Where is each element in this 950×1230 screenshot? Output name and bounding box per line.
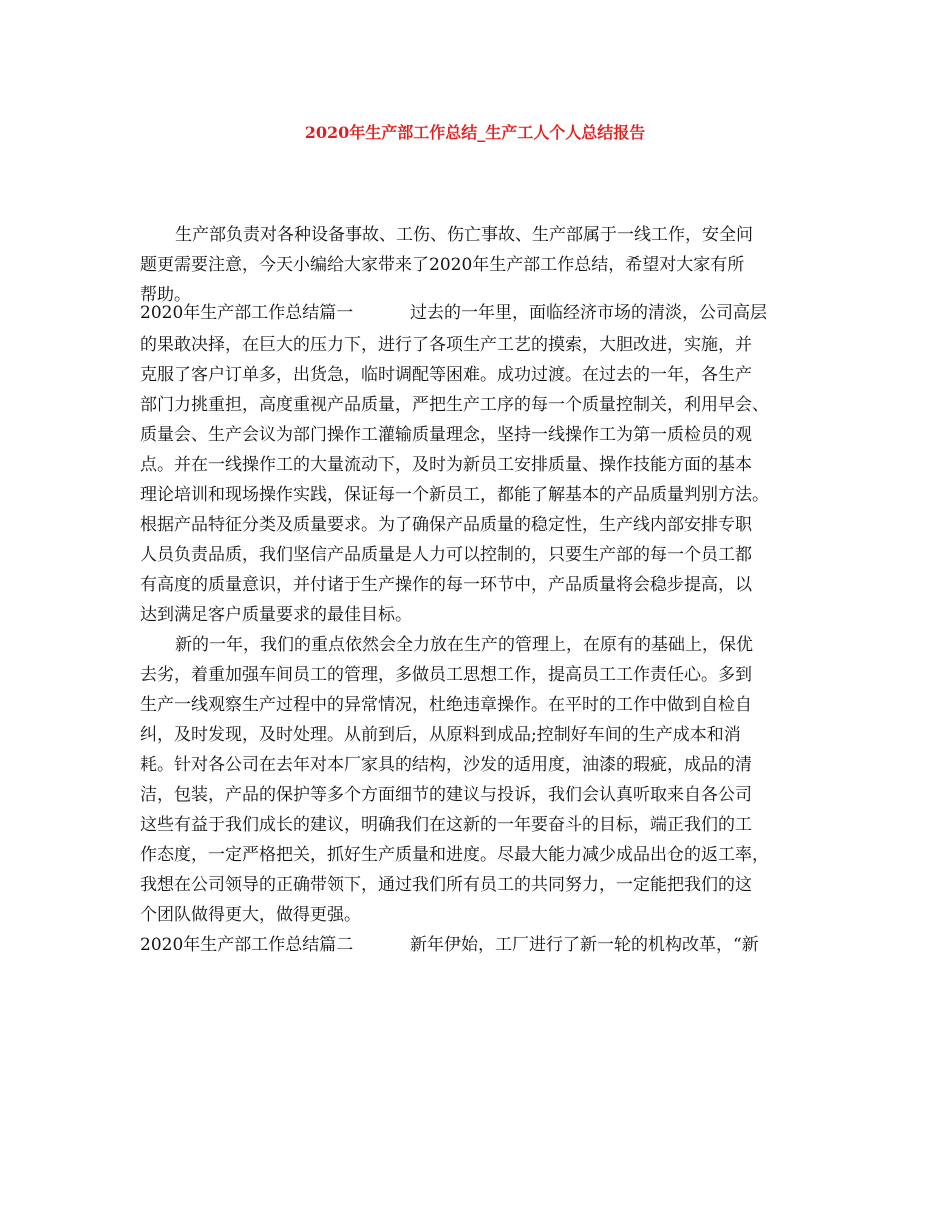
section1-heading: 2020年生产部工作总结篇一 <box>140 303 354 323</box>
para2-line: 个团队做得更大，做得更强。 <box>140 905 361 925</box>
section1-line: 点。并在一线操作工的大量流动下，及时为新员工安排质量、操作技能方面的基本 <box>140 455 752 475</box>
para2-line: 洁，包装，产品的保护等多个方面细节的建议与投诉，我们会认真听取来自各公司 <box>140 785 752 805</box>
section1-line: 部门力挑重担，高度重视产品质量，严把生产工序的每一个质量控制关，利用早会、 <box>140 395 769 415</box>
para2-line: 作态度，一定严格把关，抓好生产质量和进度。尽最大能力减少成品出仓的返工率， <box>140 845 769 865</box>
para2-line: 这些有益于我们成长的建议，明确我们在这新的一年要奋斗的目标，端正我们的工 <box>140 815 752 835</box>
para2-line: 我想在公司领导的正确带领下，通过我们所有员工的共同努力，一定能把我们的这 <box>140 875 752 895</box>
section2-heading: 2020年生产部工作总结篇二 <box>140 935 354 955</box>
para2-line: 去劣，着重加强车间员工的管理，多做员工思想工作，提高员工工作责任心。多到 <box>140 665 752 685</box>
section1-heading-row-inner <box>140 299 767 327</box>
section1-line: 克服了客户订单多，出货急，临时调配等困难。成功过渡。在过去的一年，各生产 <box>140 365 752 385</box>
section2-heading-row <box>140 931 759 959</box>
intro-line: 生产部负责对各种设备事故、工伤、伤亡事故、生产部属于一线工作，安全问 <box>175 225 753 245</box>
para2-line: 生产一线观察生产过程中的异常情况，杜绝违章操作。在平时的工作中做到自检自 <box>140 695 752 715</box>
section1-line: 质量会、生产会议为部门操作工灌输质量理念，坚持一线操作工为第一质检员的观 <box>140 425 752 445</box>
para2-line: 耗。针对各公司在去年对本厂家具的结构，沙发的适用度，油漆的瑕疵，成品的清 <box>140 755 752 775</box>
section1-line: 有高度的质量意识，并付诸于生产操作的每一环节中，产品质量将会稳步提高，以 <box>140 575 752 595</box>
intro-line: 帮助。 <box>140 285 191 305</box>
section2-first-line: 新年伊始，工厂进行了新一轮的机构改革，“新 <box>410 935 759 955</box>
section1-first-line: 过去的一年里，面临经济市场的清淡，公司高层 <box>410 303 767 323</box>
section1-line: 人员负责品质，我们坚信产品质量是人力可以控制的，只要生产部的每一个员工都 <box>140 545 752 565</box>
section1-line: 的果敢决择，在巨大的压力下，进行了各项生产工艺的摸索，大胆改进，实施，并 <box>140 335 752 355</box>
intro-line: 题更需要注意，今天小编给大家带来了2020年生产部工作总结，希望对大家有所 <box>140 255 745 275</box>
para2-line: 新的一年，我们的重点依然会全力放在生产的管理上，在原有的基础上，保优 <box>175 635 753 655</box>
document-title: 2020年生产部工作总结_生产工人个人总结报告 <box>304 123 646 142</box>
section1-line: 根据产品特征分类及质量要求。为了确保产品质量的稳定性，生产线内部安排专职 <box>140 515 752 535</box>
para2-line: 纠，及时发现，及时处理。从前到后，从原料到成品;控制好车间的生产成本和消 <box>140 725 741 745</box>
section1-line: 达到满足客户质量要求的最佳目标。 <box>140 605 412 625</box>
section1-line: 理论培训和现场操作实践，保证每一个新员工，都能了解基本的产品质量判别方法。 <box>140 485 769 505</box>
